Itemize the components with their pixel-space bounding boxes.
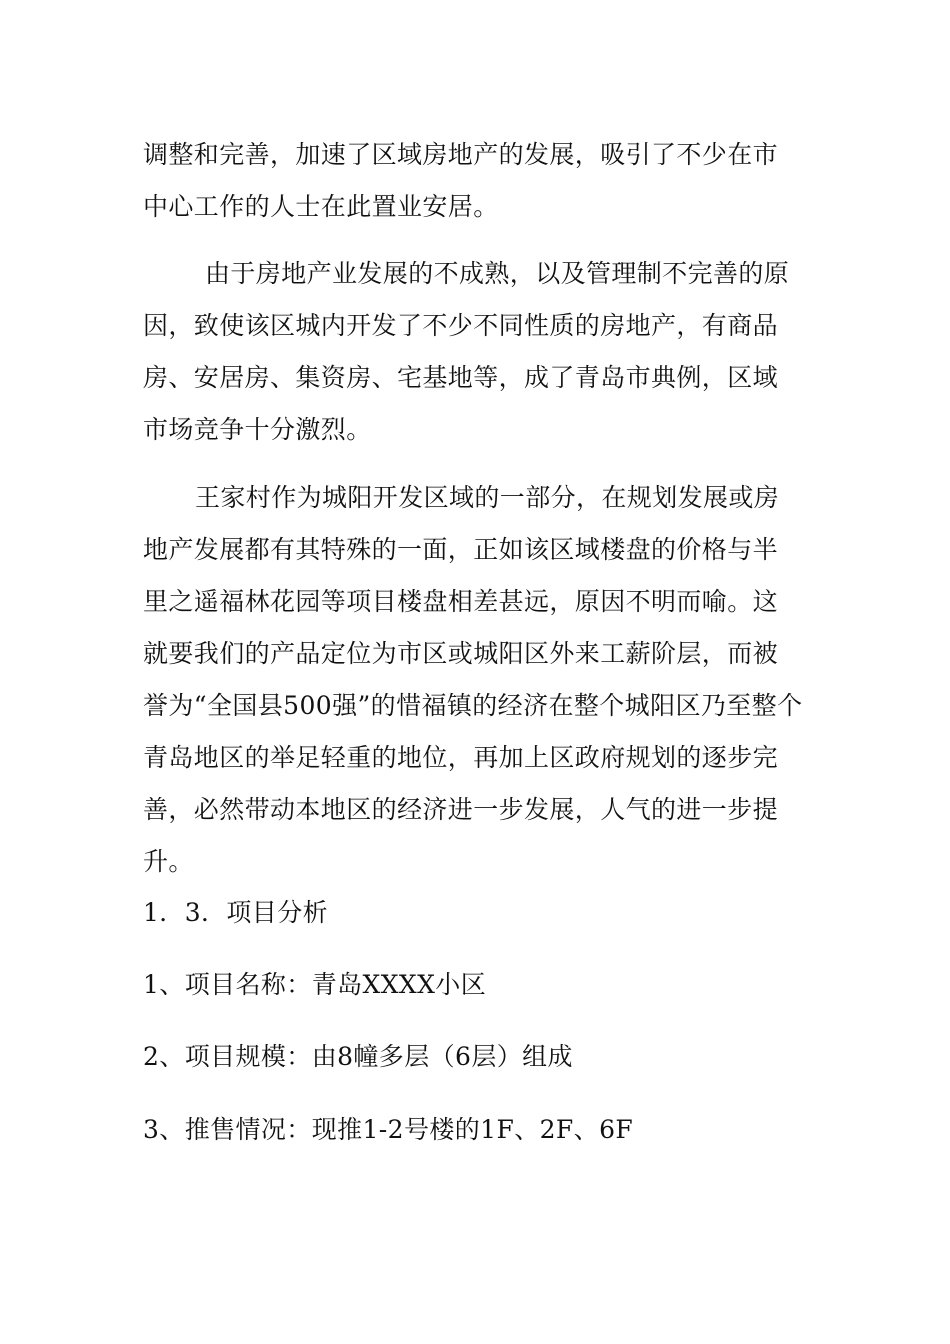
list-item-project-name: 1、项目名称：青岛XXXX小区 <box>143 970 487 999</box>
paragraph-2: 由于房地产业发展的不成熟，以及管理制不完善的原因，致使该区城内开发了不少不同性质的房地产，有商品房、安居房、集资房、宅基地等，成了青岛市典例，区域市场竞争十分激烈。 <box>143 259 790 444</box>
paragraph-3: 王家村作为城阳开发区域的一部分，在规划发展或房地产发展都有其特殊的一面，正如该区域楼盘的价格与半里之遥福林花园等项目楼盘相差甚远，原因不明而喻。这就要我们的产品定位为市区或城阳区外来工薪阶层，而被誉为“全国县500强”的惜福镇的经济在整个城阳区乃至整个青岛地区的举足轻重的地位，再加上区政府规划的逐步完善，必然带动本地区的经济进一步发展，人气的进一步提升。 <box>143 483 803 876</box>
list-item-project-scale: 2、项目规模：由8幢多层（6层）组成 <box>143 1042 573 1071</box>
paragraph-1: 调整和完善，加速了区域房地产的发展，吸引了不少在市中心工作的人士在此置业安居。 <box>143 140 779 221</box>
section-heading: 1．3．项目分析 <box>143 898 329 927</box>
list-item-sales-status: 3、推售情况：现推1-2号楼的1F、2F、6F <box>143 1115 634 1144</box>
